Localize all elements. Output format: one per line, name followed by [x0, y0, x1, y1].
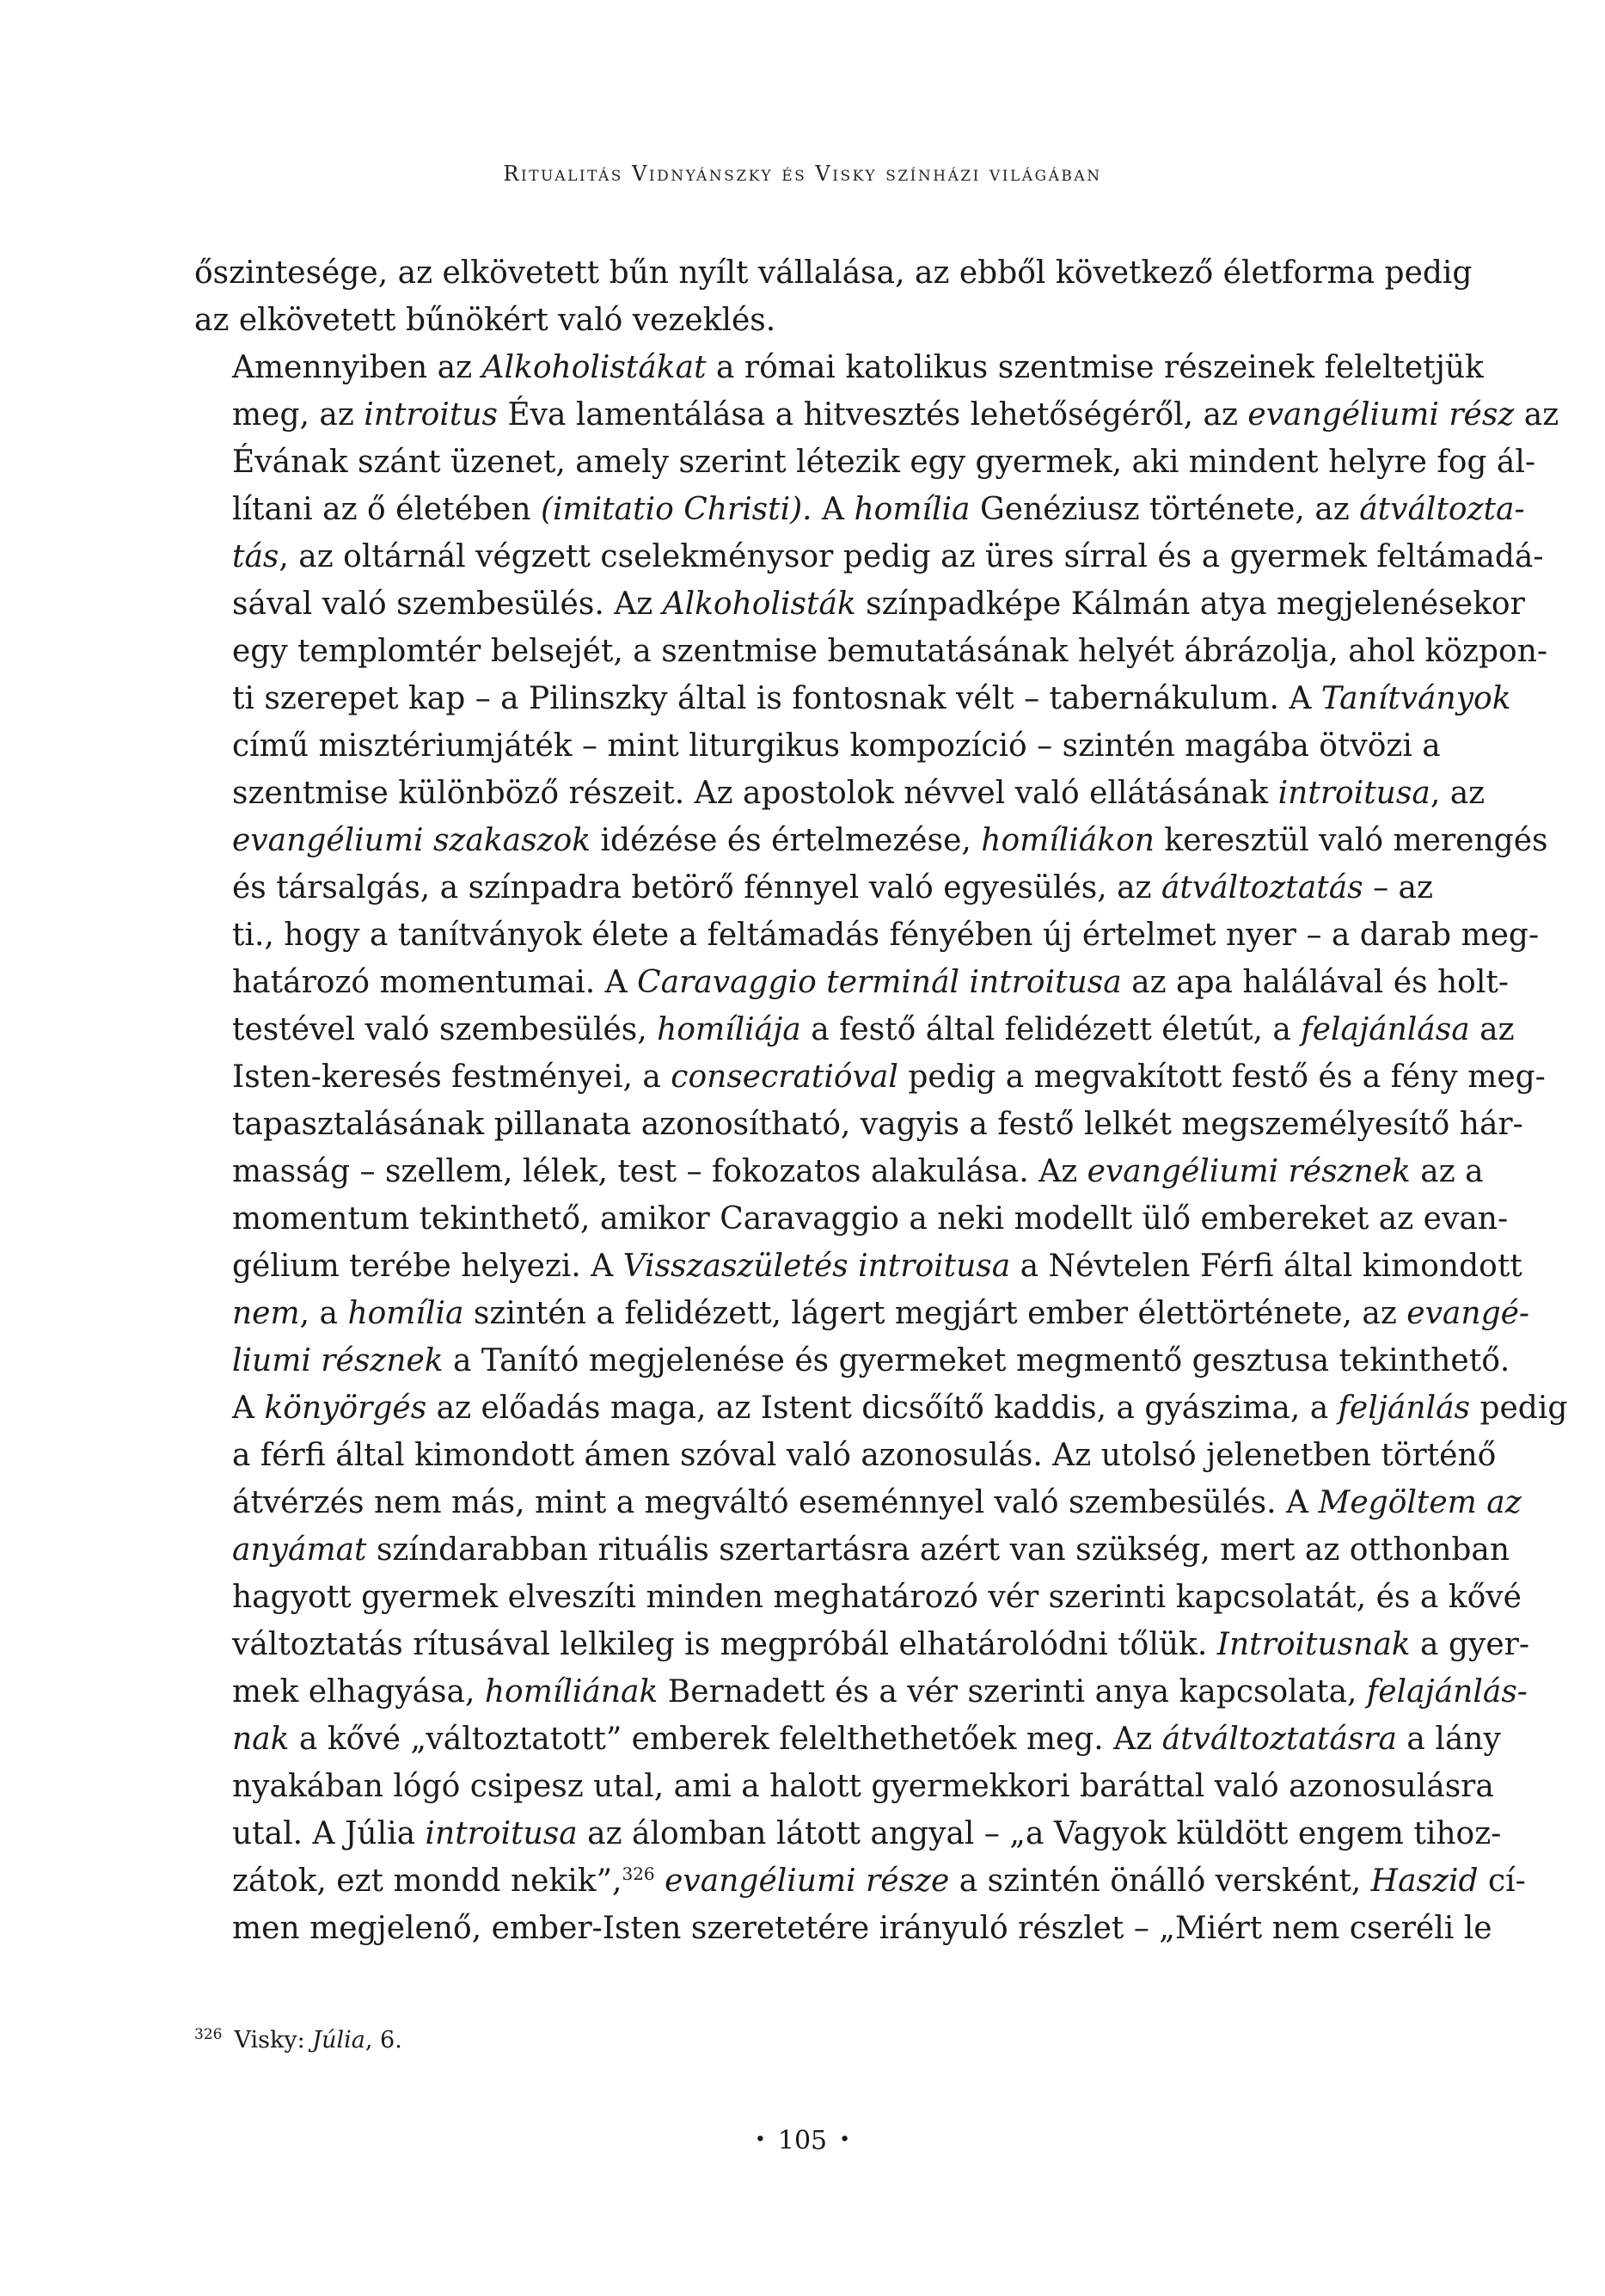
text-run: a lány	[1396, 1722, 1501, 1757]
text-run: Amennyiben az	[232, 350, 482, 385]
italic-text: anyámat	[232, 1532, 367, 1568]
text-run: a gyer-	[1410, 1627, 1530, 1662]
text-line	[194, 817, 1548, 864]
footnote-suffix: , 6.	[364, 2027, 402, 2054]
italic-text: könyörgés	[264, 1390, 427, 1426]
text-run: az előadás maga, az Istent dicsőítő kaddis, a gyászima, a	[426, 1390, 1339, 1426]
text-run: és társalgás, a színpadra betörő fénnyel való egyesülés, az	[232, 870, 1161, 906]
text-run: az	[1514, 397, 1559, 433]
text-run: idézése és értelmezése,	[591, 823, 982, 858]
text-run: nyakában lógó csipesz utal, ami a halott gyermekkori baráttal való azonosulásra	[232, 1769, 1494, 1804]
ornament-left: •	[754, 2129, 766, 2151]
italic-text: evangéliumi szakaszok	[232, 823, 591, 858]
text-line	[194, 1337, 1510, 1384]
text-line	[194, 1479, 1522, 1526]
text-run: szentmise különböző részeit. Az apostolok névvel való ellátásának	[232, 776, 1278, 811]
text-line	[194, 344, 1484, 391]
paragraph	[194, 249, 1473, 344]
text-run: átvérzés nem más, mint a megváltó eseménnyel való szembesülés. A	[232, 1485, 1319, 1520]
italic-text: Introitusnak	[1216, 1627, 1411, 1662]
text-run: pedig a megvakított festő és a fény meg-	[897, 1059, 1546, 1095]
text-line	[194, 533, 1544, 580]
footnote	[194, 2019, 1408, 2056]
text-line	[194, 391, 1559, 439]
text-line	[194, 770, 1486, 817]
text-run: tapasztalásának pillanata azonosítható, vagyis a festő lelkét megszemélyesítő hár-	[232, 1107, 1523, 1142]
text-run: zátok, ezt mondd nekik”,	[232, 1863, 622, 1899]
text-line	[194, 439, 1535, 486]
text-line	[194, 1763, 1494, 1810]
text-line	[194, 1290, 1530, 1337]
text-run: Isten-keresés festményei, a	[232, 1059, 671, 1095]
text-line	[194, 486, 1525, 533]
italic-text: nem	[232, 1296, 300, 1331]
text-run: , a	[299, 1296, 348, 1331]
text-run: pedig	[1470, 1390, 1568, 1426]
italic-text: consecratióval	[671, 1059, 898, 1095]
text-run: határozó momentumai. A	[232, 965, 638, 1000]
italic-text: Tanítványok	[1320, 681, 1511, 716]
text-line	[194, 249, 1473, 297]
italic-text: feljánlás	[1338, 1390, 1471, 1426]
italic-text: átváltoztatás	[1161, 870, 1363, 906]
text-run: a Tanító megjelenése és gyermeket megmentő gesztusa tekinthető.	[443, 1343, 1510, 1378]
footnote-number: 326	[194, 2026, 223, 2043]
text-line	[194, 722, 1441, 770]
text-run: az elkövetett bűnökért való vezeklés.	[194, 303, 776, 338]
text-run: az a	[1410, 1154, 1484, 1189]
italic-text: Caravaggio terminál introitusa	[637, 965, 1122, 1000]
text-run: a római katolikus szentmise részeinek feleltetjük	[706, 350, 1484, 385]
text-run: gélium terébe helyezi. A	[232, 1249, 623, 1284]
italic-text: homíliákon	[981, 823, 1155, 858]
text-run: a Névtelen Férfi által kimondott	[1010, 1249, 1522, 1284]
text-line	[194, 1857, 1526, 1905]
text-line	[194, 1195, 1509, 1243]
text-line	[194, 959, 1509, 1006]
text-line	[194, 1384, 1568, 1432]
text-run: hagyott gyermek elveszíti minden meghatározó vér szerinti kapcsolatát, és a kővé	[232, 1580, 1522, 1615]
italic-text: Visszaszületés introitusa	[622, 1249, 1011, 1284]
italic-text: introitus	[364, 397, 498, 433]
text-line	[194, 912, 1540, 959]
text-run: ti szerepet kap – a Pilinszky által is fontosnak vélt – tabernákulum. A	[232, 681, 1321, 716]
italic-text: átváltozta-	[1359, 492, 1525, 527]
paragraph	[194, 344, 1568, 1952]
text-line	[194, 1905, 1492, 1952]
text-run: egy templomtér belsejét, a szentmise bemutatásának helyét ábrázolja, ahol közpon-	[232, 634, 1548, 669]
italic-text: nak	[232, 1722, 290, 1757]
text-run: , az	[1430, 776, 1486, 811]
italic-text: (imitatio Christi).	[540, 492, 812, 527]
text-run: – az	[1363, 870, 1433, 906]
text-run: mek elhagyása,	[232, 1674, 485, 1710]
italic-text: introitusa	[425, 1816, 578, 1851]
text-line	[194, 580, 1525, 628]
footnote-prefix: Visky:	[234, 2027, 313, 2054]
text-line	[194, 864, 1433, 912]
text-run: ti., hogy a tanítványok élete a feltámadás fényében új értelmet nyer – a darab meg-	[232, 918, 1540, 953]
italic-text: evangéliumi rész	[1247, 397, 1515, 433]
footnote-title: Júlia	[312, 2027, 365, 2054]
text-run: című misztériumjáték – mint liturgikus kompozíció – szintén magába ötvözi a	[232, 728, 1441, 764]
text-run: a festő által felidézett életút, a	[800, 1012, 1302, 1047]
text-run: színdarabban rituális szertartásra azért van szükség, mert az otthonban	[366, 1532, 1510, 1568]
italic-text: Megöltem az	[1318, 1485, 1522, 1520]
italic-text: introitusa	[1277, 776, 1430, 811]
text-line	[194, 628, 1548, 675]
text-line	[194, 1101, 1523, 1148]
text-run: Genéziusz története, az	[970, 492, 1360, 527]
page-number	[0, 2126, 1605, 2156]
text-run: masság – szellem, lélek, test – fokozatos alakulása. Az	[232, 1154, 1087, 1189]
text-run: Évának szánt üzenet, amely szerint létezik egy gyermek, aki mindent helyre fog ál-	[232, 445, 1535, 480]
text-run: cí-	[1478, 1863, 1526, 1899]
text-run: testével való szembesülés,	[232, 1012, 658, 1047]
text-run: az apa halálával és holt-	[1121, 965, 1509, 1000]
text-run: színpadképe Kálmán atya megjelenésekor	[855, 586, 1525, 622]
text-run: sával való szembesülés. Az	[232, 586, 663, 622]
italic-text: tás	[232, 539, 279, 574]
text-line	[194, 297, 1408, 344]
text-run: szintén a felidézett, lágert megjárt ember élettörténete, az	[463, 1296, 1407, 1331]
text-run: , az oltárnál végzett cselekménysor pedig az üres sírral és a gyermek feltámadá-	[279, 539, 1544, 574]
italic-text: Alkoholisták	[662, 586, 856, 622]
text-run	[655, 1863, 665, 1899]
footnote-ref: 326	[622, 1863, 655, 1884]
italic-text: felajánlás-	[1366, 1674, 1528, 1710]
text-run: az álomban látott angyal – „a Vagyok küldött engem tihoz-	[577, 1816, 1502, 1851]
text-line	[194, 1526, 1510, 1574]
italic-text: evangé-	[1406, 1296, 1530, 1331]
text-run: momentum tekinthető, amikor Caravaggio a neki modellt ülő embereket az evan-	[232, 1201, 1509, 1237]
text-line	[194, 1243, 1522, 1290]
italic-text: homília	[854, 492, 971, 527]
text-line	[194, 675, 1511, 722]
italic-text: liumi résznek	[232, 1343, 444, 1378]
italic-text: felajánlása	[1301, 1012, 1470, 1047]
italic-text: Haszid	[1370, 1863, 1479, 1899]
text-line	[194, 1810, 1502, 1857]
italic-text: homíliának	[484, 1674, 659, 1710]
text-run: Bernadett és a vér szerinti anya kapcsolata,	[658, 1674, 1367, 1710]
text-line	[194, 1574, 1522, 1621]
text-line	[194, 1432, 1497, 1479]
body-text	[194, 249, 1568, 1952]
italic-text: homíliája	[657, 1012, 801, 1047]
italic-text: Alkoholistákat	[481, 350, 707, 385]
page-number-text: 105	[777, 2126, 828, 2156]
text-line	[194, 1053, 1546, 1101]
italic-text: átváltoztatásra	[1161, 1722, 1397, 1757]
text-run: a kővé „változtatott” emberek felelthethetőek meg. Az	[289, 1722, 1162, 1757]
text-line	[194, 1006, 1515, 1053]
text-run: a szintén önálló versként,	[949, 1863, 1371, 1899]
italic-text: evangéliumi része	[665, 1863, 950, 1899]
italic-text: homília	[347, 1296, 464, 1331]
text-run: a férfi által kimondott ámen szóval való azonosulás. Az utolsó jelenetben történő	[232, 1438, 1497, 1473]
text-run: men megjelenő, ember-Isten szeretetére irányuló részlet – „Miért nem cseréli le	[232, 1911, 1492, 1946]
text-run: az	[1469, 1012, 1515, 1047]
text-run: A	[232, 1390, 265, 1426]
text-run: meg, az	[232, 397, 364, 433]
text-run: utal. A Júlia	[232, 1816, 426, 1851]
text-line	[194, 1148, 1484, 1195]
text-run: Éva lamentálása a hitvesztés lehetőségéről, az	[497, 397, 1248, 433]
running-head: Ritualitás Vidnyánszky és Visky színházi világában	[503, 162, 1102, 186]
text-run: változtatás rítusával lelkileg is megpróbál elhatárolódni tőlük.	[232, 1627, 1217, 1662]
italic-text: evangéliumi résznek	[1087, 1154, 1411, 1189]
text-run: keresztül való merengés	[1154, 823, 1548, 858]
text-line	[194, 1621, 1530, 1668]
text-line	[194, 1668, 1528, 1716]
text-run: lítani az ő életében	[232, 492, 541, 527]
text-run: A	[812, 492, 855, 527]
text-line	[194, 1716, 1501, 1763]
ornament-right: •	[839, 2129, 851, 2151]
text-run: őszintesége, az elkövetett bűn nyílt vállalása, az ebből következő életforma pedig	[194, 255, 1473, 291]
